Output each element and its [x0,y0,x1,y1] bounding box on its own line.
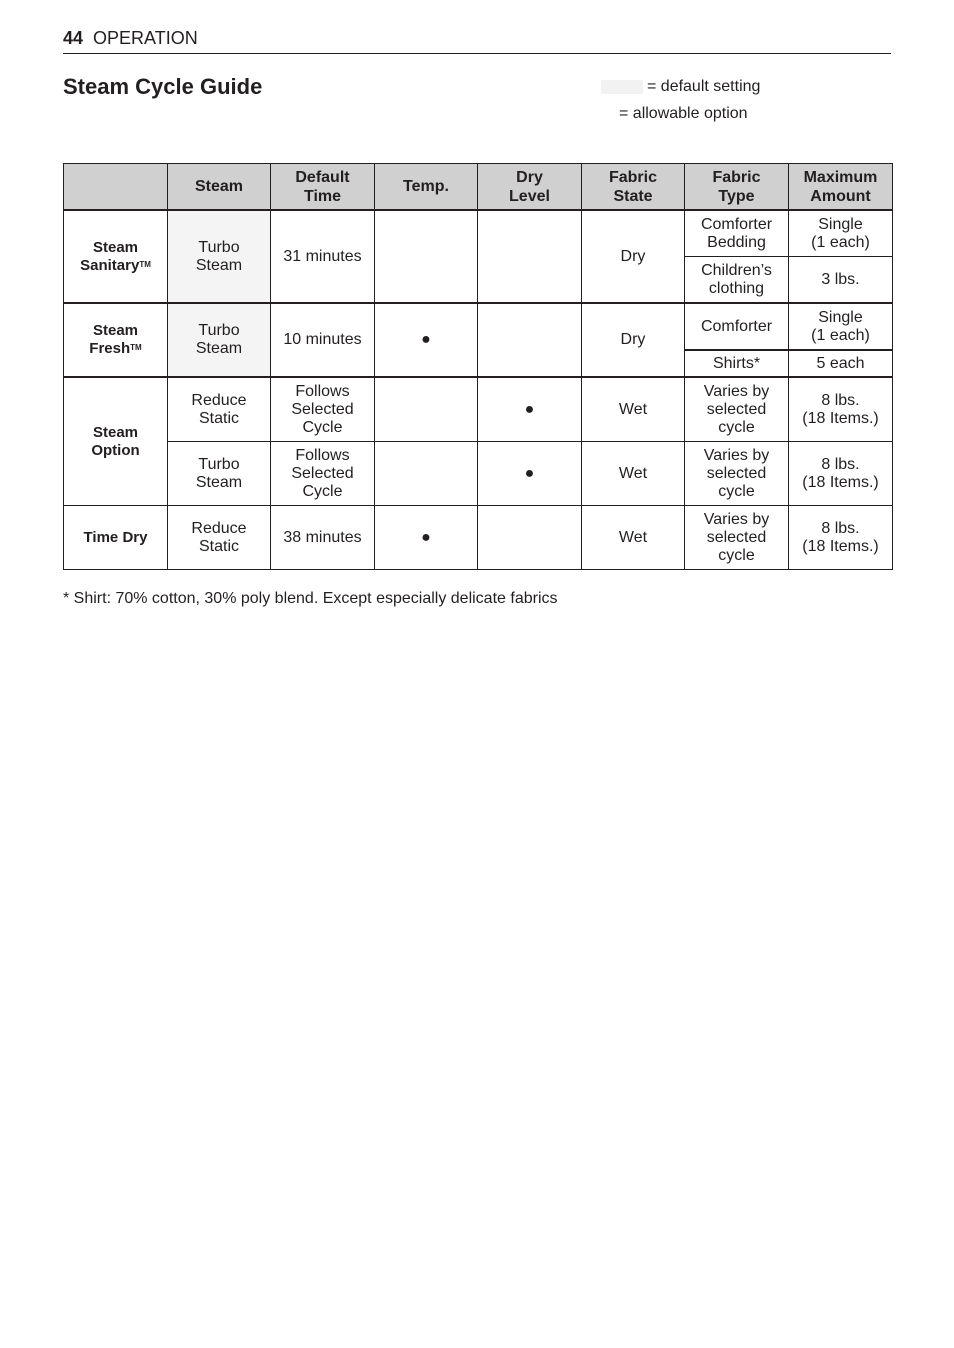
fabric-type-cell: Comforter [685,303,789,350]
fabric-state-cell: Dry [582,303,685,377]
group-steam-fresh [64,303,893,377]
cycle-steam-fresh: Steam Fresh™ [64,303,168,377]
temp-cell [375,377,478,442]
max-amount-cell: 3 lbs. [789,257,893,304]
col-header-cycle [64,164,168,211]
max-amount-cell: 8 lbs. (18 Items.) [789,506,893,570]
allowable-option-label: = allowable option [619,105,748,122]
max-amount-cell: Single (1 each) [789,210,893,257]
dry-level-cell [478,210,582,303]
default-time-cell: 10 minutes [271,303,375,377]
default-time-cell: 31 minutes [271,210,375,303]
cycle-steam-option: Steam Option [64,377,168,506]
steam-cell: Turbo Steam [168,210,271,303]
table-row [64,303,893,350]
default-setting-label: = default setting [647,78,761,95]
fabric-type-cell: Comforter Bedding [685,210,789,257]
temp-cell [375,442,478,506]
max-amount-cell: 5 each [789,350,893,377]
table-header-row [64,164,893,211]
group-time-dry [64,506,893,570]
max-amount-cell: Single (1 each) [789,303,893,350]
col-header-dry-level: Dry Level [478,164,582,211]
table-row [64,506,893,570]
max-amount-cell: 8 lbs. (18 Items.) [789,442,893,506]
dry-level-cell [478,506,582,570]
steam-cell: Turbo Steam [168,442,271,506]
cycle-steam-sanitary: Steam Sanitary™ [64,210,168,303]
col-header-steam: Steam [168,164,271,211]
dry-level-cell: ● [478,377,582,442]
table-row [64,210,893,257]
fabric-state-cell: Wet [582,506,685,570]
fabric-type-cell: Varies by selected cycle [685,442,789,506]
col-header-default-time: Default Time [271,164,375,211]
col-header-fabric-state: Fabric State [582,164,685,211]
fabric-state-cell: Dry [582,210,685,303]
cycle-time-dry: Time Dry [64,506,168,570]
page-number: 44 [63,28,84,48]
group-steam-option [64,377,893,506]
section-title: OPERATION [93,28,198,48]
default-time-cell: Follows Selected Cycle [271,442,375,506]
steam-cell: Reduce Static [168,506,271,570]
max-amount-cell: 8 lbs. (18 Items.) [789,377,893,442]
fabric-type-cell: Varies by selected cycle [685,506,789,570]
fabric-state-cell: Wet [582,442,685,506]
fabric-type-cell: Children’s clothing [685,257,789,304]
dry-level-cell [478,303,582,377]
group-steam-sanitary [64,210,893,303]
default-setting-swatch [601,80,643,94]
temp-cell: ● [375,506,478,570]
col-header-temp: Temp. [375,164,478,211]
default-time-cell: 38 minutes [271,506,375,570]
temp-cell: ● [375,303,478,377]
steam-cycle-table [63,163,893,570]
page-title: Steam Cycle Guide [63,74,263,99]
table-row [64,442,893,506]
dry-level-cell: ● [478,442,582,506]
steam-cell: Turbo Steam [168,303,271,377]
default-time-cell: Follows Selected Cycle [271,377,375,442]
col-header-max-amount: Maximum Amount [789,164,893,211]
col-header-fabric-type: Fabric Type [685,164,789,211]
fabric-type-cell: Shirts* [685,350,789,377]
fabric-type-cell: Varies by selected cycle [685,377,789,442]
page-header [63,26,891,54]
steam-cell: Reduce Static [168,377,271,442]
legend [601,77,760,124]
table-row [64,377,893,442]
temp-cell [375,210,478,303]
fabric-state-cell: Wet [582,377,685,442]
footnote: * Shirt: 70% cotton, 30% poly blend. Except especially delicate fabrics [63,590,558,607]
